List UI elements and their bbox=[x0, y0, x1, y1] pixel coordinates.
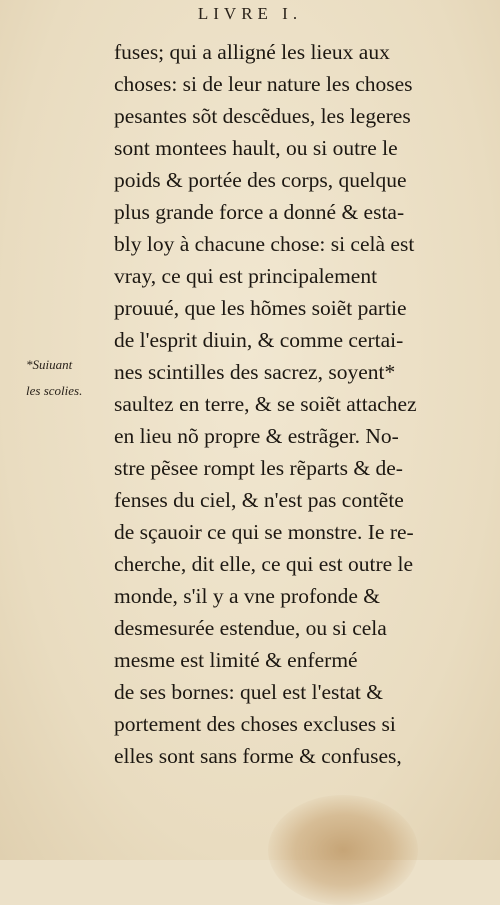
water-stain bbox=[268, 795, 418, 905]
text-line: poids & portée des corps, quelque bbox=[114, 168, 407, 192]
text-line: desmesurée estendue, ou si cela bbox=[114, 616, 387, 640]
text-line: en lieu nõ propre & estrãger. No- bbox=[114, 424, 399, 448]
text-line: plus grande force a donné & esta- bbox=[114, 200, 405, 224]
text-line: fenses du ciel, & n'est pas contẽte bbox=[114, 488, 404, 512]
marginal-note: les scolies. bbox=[26, 383, 83, 398]
text-line: fuses; qui a alligné les lieux aux bbox=[114, 40, 390, 64]
text-line: monde, s'il y a vne profonde & bbox=[114, 584, 380, 608]
text-line: prouué, que les hõmes soiẽt partie bbox=[114, 296, 407, 320]
marginal-note: *Suiuant bbox=[26, 357, 73, 372]
text-line: saultez en terre, & se soiẽt attachez bbox=[114, 392, 417, 416]
text-line: cherche, dit elle, ce qui est outre le bbox=[114, 552, 414, 576]
text-line: bly loy à chacune chose: si celà est bbox=[114, 232, 415, 256]
text-line: de ses bornes: quel est l'estat & bbox=[114, 680, 383, 704]
text-line: choses: si de leur nature les choses bbox=[114, 72, 413, 96]
text-line: mesme est limité & enfermé bbox=[114, 648, 358, 672]
running-head: LIVRE I. bbox=[197, 4, 303, 23]
text-line: de sçauoir ce qui se monstre. Ie re- bbox=[114, 520, 414, 544]
text-line: vray, ce qui est principalement bbox=[114, 264, 378, 288]
text-line: nes scintilles des sacrez, soyent* bbox=[114, 360, 396, 384]
text-line: pesantes sõt descẽdues, les legeres bbox=[114, 104, 411, 128]
text-line: de l'esprit diuin, & comme certai- bbox=[114, 328, 404, 352]
text-line: sont montees hault, ou si outre le bbox=[114, 136, 398, 160]
text-line: portement des choses excluses si bbox=[114, 712, 396, 736]
text-line: stre pẽsee rompt les rẽparts & de- bbox=[114, 456, 403, 480]
text-line: elles sont sans forme & confuses, bbox=[114, 744, 402, 768]
body-text bbox=[114, 36, 474, 772]
